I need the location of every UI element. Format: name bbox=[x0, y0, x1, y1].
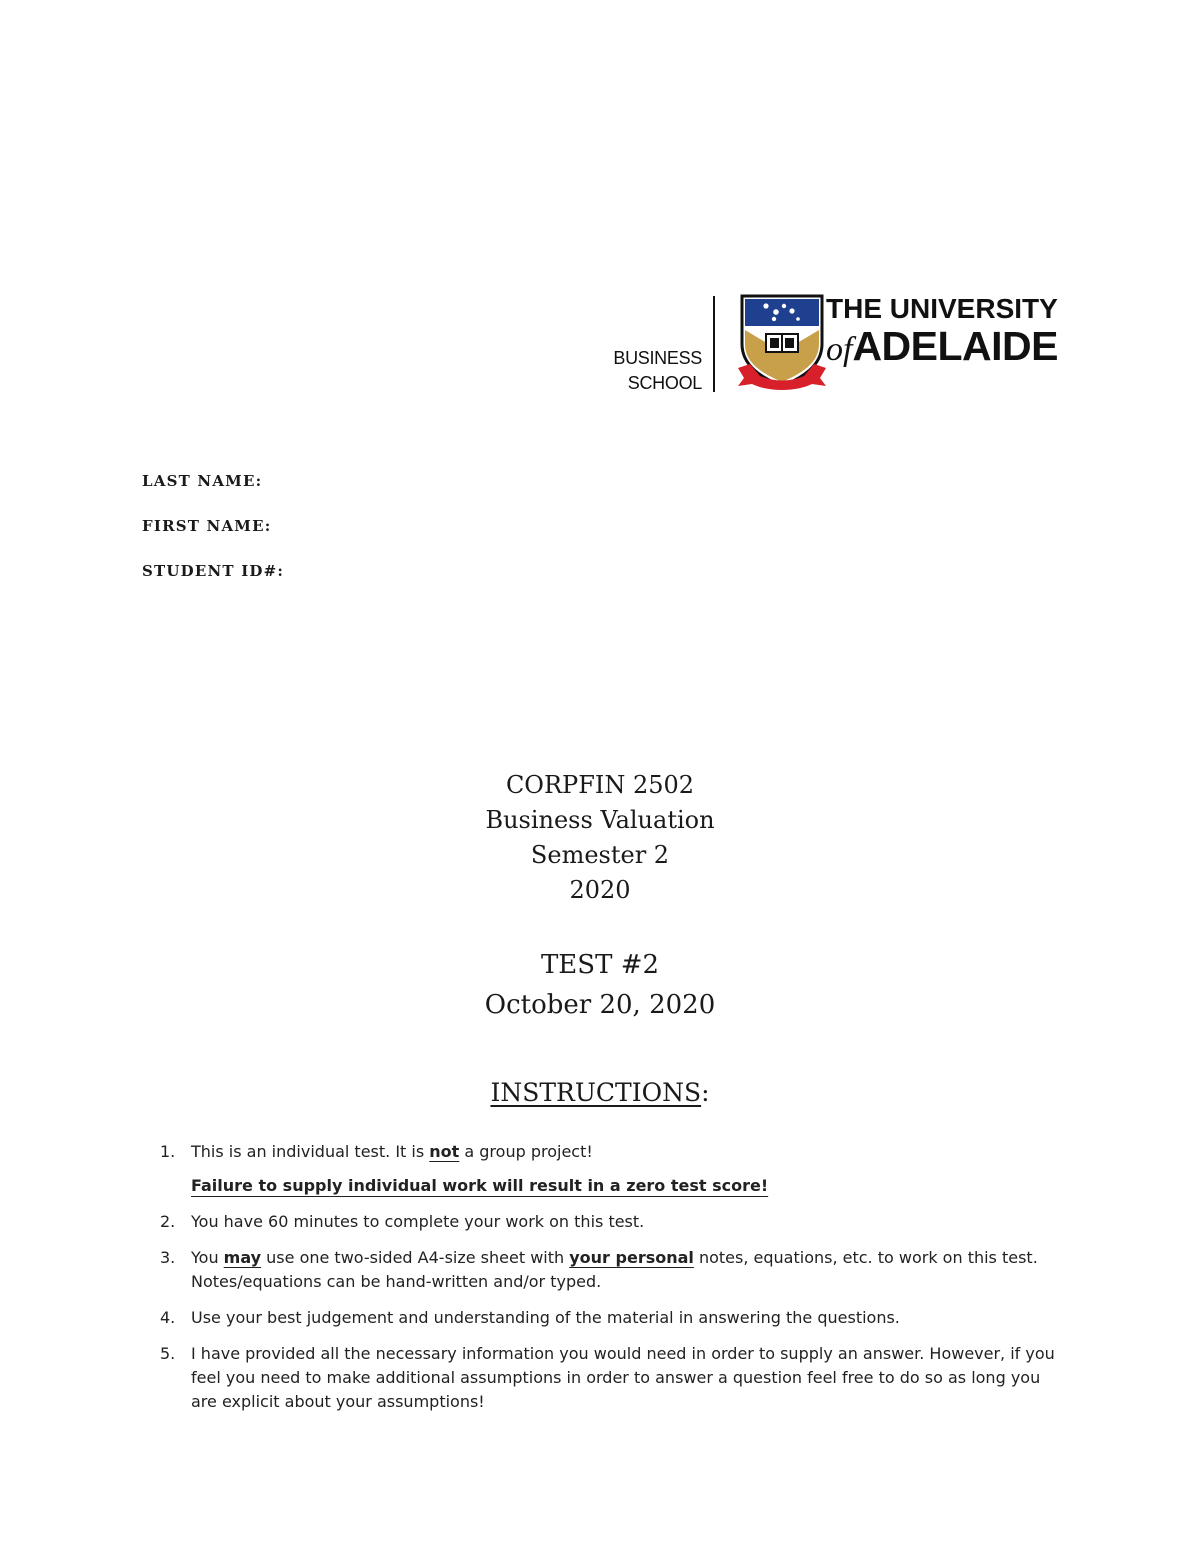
first-name-label: FIRST NAME: bbox=[142, 517, 272, 535]
instruction-item-3 bbox=[160, 1246, 1062, 1294]
last-name-label: LAST NAME: bbox=[142, 472, 263, 490]
instructions-heading bbox=[0, 1075, 1200, 1111]
instruction-number: 3. bbox=[160, 1248, 176, 1267]
instruction-item-4 bbox=[160, 1306, 1062, 1330]
business-school-line2: SCHOOL bbox=[627, 373, 702, 393]
instruction-item-2 bbox=[160, 1210, 1062, 1234]
university-name-line2 bbox=[826, 323, 1058, 370]
business-school-logo bbox=[600, 292, 1070, 400]
course-semester: Semester 2 bbox=[530, 841, 670, 869]
instructions-heading-colon: : bbox=[701, 1078, 710, 1107]
instructions-list bbox=[160, 1140, 1062, 1426]
course-code: CORPFIN 2502 bbox=[505, 771, 695, 799]
instruction-text: Use your best judgement and understanding of the material in answering the questions. bbox=[191, 1308, 900, 1327]
business-school-line1: BUSINESS bbox=[613, 348, 702, 368]
test-date: October 20, 2020 bbox=[484, 990, 716, 1020]
instruction-item-5 bbox=[160, 1342, 1062, 1414]
instruction-text: a group project! bbox=[459, 1142, 593, 1161]
instruction-number: 5. bbox=[160, 1344, 176, 1363]
instruction-text: You bbox=[191, 1248, 224, 1267]
instruction-number: 2. bbox=[160, 1212, 176, 1231]
course-title-block bbox=[0, 768, 1200, 1025]
test-title: TEST #2 bbox=[540, 950, 660, 980]
instruction-emphasis: may bbox=[223, 1248, 262, 1267]
instruction-number: 4. bbox=[160, 1308, 176, 1327]
instructions-heading-text: INSTRUCTIONS bbox=[490, 1078, 702, 1107]
instruction-number: 1. bbox=[160, 1142, 176, 1161]
course-year: 2020 bbox=[569, 876, 631, 904]
instruction-item-1 bbox=[160, 1140, 1062, 1198]
instruction-text: You have 60 minutes to complete your work on this test. bbox=[191, 1212, 645, 1231]
student-id-label: STUDENT ID#: bbox=[142, 562, 285, 580]
course-name: Business Valuation bbox=[485, 806, 715, 834]
university-name-line1: THE UNIVERSITY bbox=[826, 293, 1058, 324]
instruction-text: This is an individual test. It is bbox=[191, 1142, 430, 1161]
university-of: of bbox=[826, 331, 853, 368]
instruction-text: notes, equations, etc. to work on this test. Notes/equations can be hand-written and/or typed. bbox=[191, 1248, 1038, 1291]
business-school-wordmark bbox=[600, 346, 702, 396]
instruction-text: I have provided all the necessary information you would need in order to supply an answer. However, if you feel you need to make additional assumptions in order to answer a question feel free to do so as long you are explicit about your assumptions! bbox=[191, 1344, 1055, 1411]
instruction-emphasis: your personal bbox=[569, 1248, 694, 1267]
university-adelaide: ADELAIDE bbox=[852, 323, 1059, 369]
instruction-text: use one two-sided A4-size sheet with bbox=[261, 1248, 570, 1267]
student-info-fields bbox=[142, 470, 284, 605]
logo-divider bbox=[713, 296, 715, 392]
zero-score-warning: Failure to supply individual work will result in a zero test score! bbox=[191, 1176, 769, 1195]
university-crest-icon bbox=[736, 292, 828, 396]
instruction-emphasis: not bbox=[429, 1142, 460, 1161]
